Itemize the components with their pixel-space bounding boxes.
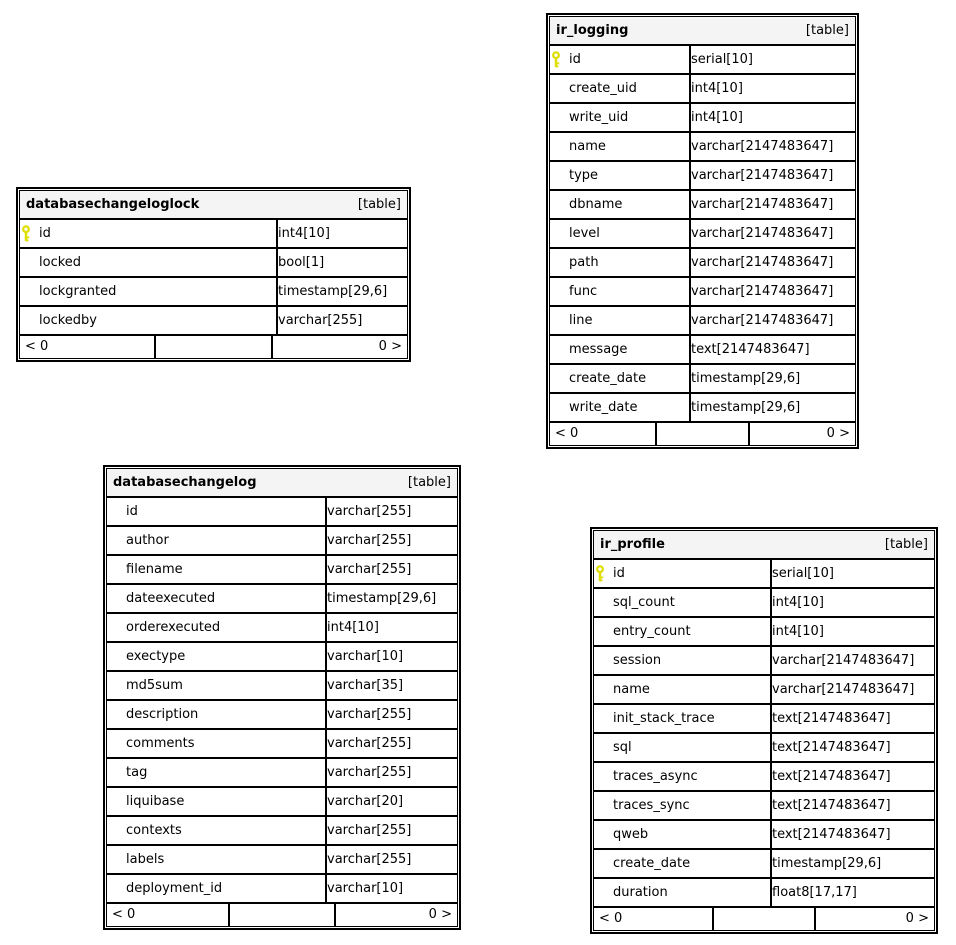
column-name-cell xyxy=(549,103,690,132)
column-row xyxy=(549,103,856,132)
column-type: varchar[2147483647] xyxy=(690,306,856,335)
column-row xyxy=(19,277,408,306)
column-row xyxy=(593,588,935,617)
column-name-cell xyxy=(106,816,326,845)
column-row xyxy=(19,306,408,335)
column-name: level xyxy=(569,226,600,241)
column-type: varchar[255] xyxy=(326,816,458,845)
column-name: sql xyxy=(613,740,632,755)
column-type: serial[10] xyxy=(690,45,856,74)
column-row xyxy=(549,277,856,306)
column-name-cell xyxy=(549,74,690,103)
table-name: databasechangeloglock xyxy=(26,197,200,212)
column-name: create_uid xyxy=(569,81,637,96)
column-name: id xyxy=(39,226,51,241)
footer-spacer xyxy=(229,903,335,927)
column-name-cell xyxy=(106,729,326,758)
table-header xyxy=(19,190,408,219)
table-name: databasechangelog xyxy=(113,475,257,490)
column-name: lockgranted xyxy=(39,284,117,299)
column-name-cell xyxy=(549,248,690,277)
column-row xyxy=(549,161,856,190)
column-type: serial[10] xyxy=(771,559,935,588)
column-name-cell xyxy=(19,248,277,277)
column-name-cell xyxy=(549,219,690,248)
table-type-badge: [table] xyxy=(805,23,849,38)
column-type: int4[10] xyxy=(771,588,935,617)
column-type: timestamp[29,6] xyxy=(690,393,856,422)
column-row xyxy=(593,617,935,646)
column-row xyxy=(593,704,935,733)
column-type: varchar[2147483647] xyxy=(690,219,856,248)
column-row xyxy=(549,393,856,422)
column-type: text[2147483647] xyxy=(771,762,935,791)
column-name: duration xyxy=(613,885,668,900)
footer-parents-count: < 0 xyxy=(593,907,713,931)
column-name-cell xyxy=(106,584,326,613)
columns-table xyxy=(549,45,856,422)
column-name-cell xyxy=(593,762,771,791)
column-row xyxy=(106,497,458,526)
column-type: varchar[2147483647] xyxy=(690,277,856,306)
column-name: name xyxy=(569,139,606,154)
column-name: traces_sync xyxy=(613,798,690,813)
column-row xyxy=(593,791,935,820)
column-name: deployment_id xyxy=(126,881,223,896)
column-name: author xyxy=(126,533,169,548)
column-name: description xyxy=(126,707,199,722)
column-name-cell xyxy=(549,364,690,393)
column-name-cell xyxy=(549,190,690,219)
column-type: text[2147483647] xyxy=(771,733,935,762)
column-name: id xyxy=(126,504,138,519)
footer-parents-count: < 0 xyxy=(106,903,229,927)
column-row xyxy=(106,526,458,555)
column-name: contexts xyxy=(126,823,182,838)
table-type-badge: [table] xyxy=(357,197,401,212)
column-type: varchar[255] xyxy=(326,700,458,729)
column-name: line xyxy=(569,313,593,328)
column-row xyxy=(106,816,458,845)
column-type: varchar[2147483647] xyxy=(690,161,856,190)
column-name: dateexecuted xyxy=(126,591,216,606)
column-row xyxy=(549,306,856,335)
column-name-cell xyxy=(593,704,771,733)
footer-children-count: 0 > xyxy=(272,335,408,359)
column-type: text[2147483647] xyxy=(771,704,935,733)
column-name: write_date xyxy=(569,400,638,415)
column-name: name xyxy=(613,682,650,697)
column-row xyxy=(593,820,935,849)
column-name: type xyxy=(569,168,599,183)
primary-key-icon xyxy=(594,565,613,582)
column-type: varchar[2147483647] xyxy=(771,646,935,675)
column-type: int4[10] xyxy=(771,617,935,646)
column-name: locked xyxy=(39,255,82,270)
column-name-cell xyxy=(106,642,326,671)
column-type: varchar[255] xyxy=(326,758,458,787)
column-row xyxy=(106,874,458,903)
column-row xyxy=(593,878,935,907)
table-footer xyxy=(593,907,935,931)
column-name: orderexecuted xyxy=(126,620,221,635)
column-name: liquibase xyxy=(126,794,185,809)
column-row xyxy=(106,700,458,729)
column-type: varchar[255] xyxy=(326,845,458,874)
column-row xyxy=(106,613,458,642)
column-name-cell xyxy=(549,132,690,161)
column-type: varchar[255] xyxy=(326,555,458,584)
column-row xyxy=(593,762,935,791)
column-name-cell xyxy=(549,161,690,190)
column-name-cell xyxy=(106,874,326,903)
column-name-cell xyxy=(549,277,690,306)
column-type: int4[10] xyxy=(690,74,856,103)
column-row xyxy=(106,555,458,584)
column-name: filename xyxy=(126,562,183,577)
table-name: ir_logging xyxy=(556,23,629,38)
column-type: timestamp[29,6] xyxy=(771,849,935,878)
column-row xyxy=(19,219,408,248)
column-type: int4[10] xyxy=(277,219,408,248)
column-name-cell xyxy=(106,845,326,874)
column-type: varchar[2147483647] xyxy=(690,132,856,161)
column-row xyxy=(106,642,458,671)
column-type: varchar[255] xyxy=(277,306,408,335)
column-type: float8[17,17] xyxy=(771,878,935,907)
column-type: varchar[20] xyxy=(326,787,458,816)
primary-key-icon xyxy=(550,51,569,68)
column-row xyxy=(593,849,935,878)
table-footer xyxy=(19,335,408,359)
column-name: lockedby xyxy=(39,313,97,328)
column-type: varchar[255] xyxy=(326,497,458,526)
column-name-cell xyxy=(593,849,771,878)
column-name: traces_async xyxy=(613,769,698,784)
table-type-badge: [table] xyxy=(884,537,928,552)
column-type: varchar[2147483647] xyxy=(771,675,935,704)
column-row xyxy=(549,219,856,248)
column-name-cell xyxy=(549,335,690,364)
table-header xyxy=(549,16,856,45)
column-type: text[2147483647] xyxy=(771,820,935,849)
table-header xyxy=(106,468,458,497)
column-type: text[2147483647] xyxy=(690,335,856,364)
column-name: sql_count xyxy=(613,595,675,610)
footer-parents-count: < 0 xyxy=(549,422,656,446)
footer-children-count: 0 > xyxy=(335,903,458,927)
column-name-cell xyxy=(593,617,771,646)
column-name-cell xyxy=(549,45,690,74)
column-name-cell xyxy=(593,588,771,617)
footer-children-count: 0 > xyxy=(749,422,856,446)
column-name-cell xyxy=(593,878,771,907)
column-name-cell xyxy=(106,613,326,642)
column-row xyxy=(106,729,458,758)
column-row xyxy=(106,845,458,874)
column-row xyxy=(593,559,935,588)
column-name-cell xyxy=(593,733,771,762)
column-type: bool[1] xyxy=(277,248,408,277)
column-row xyxy=(549,45,856,74)
column-name-cell xyxy=(593,791,771,820)
column-type: varchar[2147483647] xyxy=(690,190,856,219)
columns-table xyxy=(106,497,458,903)
column-row xyxy=(549,132,856,161)
column-row xyxy=(549,190,856,219)
column-name-cell xyxy=(19,277,277,306)
column-name-cell xyxy=(593,559,771,588)
column-name: md5sum xyxy=(126,678,183,693)
table-footer xyxy=(106,903,458,927)
column-type: varchar[2147483647] xyxy=(690,248,856,277)
column-name-cell xyxy=(593,820,771,849)
column-name-cell xyxy=(106,787,326,816)
column-name-cell xyxy=(549,393,690,422)
column-name: tag xyxy=(126,765,148,780)
column-name: exectype xyxy=(126,649,186,664)
column-row xyxy=(106,671,458,700)
column-name: session xyxy=(613,653,662,668)
footer-spacer xyxy=(656,422,748,446)
column-type: timestamp[29,6] xyxy=(690,364,856,393)
column-name-cell xyxy=(106,700,326,729)
column-name-cell xyxy=(106,555,326,584)
column-name: init_stack_trace xyxy=(613,711,715,726)
column-name: qweb xyxy=(613,827,649,842)
column-row xyxy=(106,584,458,613)
column-type: text[2147483647] xyxy=(771,791,935,820)
column-name-cell xyxy=(19,306,277,335)
column-name-cell xyxy=(19,219,277,248)
column-name-cell xyxy=(106,671,326,700)
column-type: int4[10] xyxy=(690,103,856,132)
column-type: varchar[35] xyxy=(326,671,458,700)
column-row xyxy=(593,646,935,675)
table-ir_logging[interactable] xyxy=(546,13,859,449)
column-type: varchar[255] xyxy=(326,729,458,758)
column-row xyxy=(106,758,458,787)
table-footer xyxy=(549,422,856,446)
column-name: comments xyxy=(126,736,195,751)
column-name: message xyxy=(569,342,628,357)
column-row xyxy=(593,675,935,704)
column-name: id xyxy=(613,566,625,581)
footer-parents-count: < 0 xyxy=(19,335,155,359)
column-type: timestamp[29,6] xyxy=(277,277,408,306)
columns-table xyxy=(19,219,408,335)
table-header xyxy=(593,530,935,559)
column-name-cell xyxy=(106,758,326,787)
table-name: ir_profile xyxy=(600,537,665,552)
column-name-cell xyxy=(549,306,690,335)
column-row xyxy=(549,248,856,277)
column-row xyxy=(549,364,856,393)
column-row xyxy=(593,733,935,762)
column-row xyxy=(19,248,408,277)
table-databasechangeloglock[interactable] xyxy=(16,187,411,362)
footer-children-count: 0 > xyxy=(815,907,935,931)
column-name-cell xyxy=(593,646,771,675)
column-name-cell xyxy=(106,526,326,555)
column-name: labels xyxy=(126,852,165,867)
column-name-cell xyxy=(106,497,326,526)
footer-spacer xyxy=(155,335,272,359)
column-type: varchar[10] xyxy=(326,874,458,903)
table-databasechangelog[interactable] xyxy=(103,465,461,930)
column-row xyxy=(549,74,856,103)
column-name: dbname xyxy=(569,197,623,212)
column-row xyxy=(106,787,458,816)
column-name: create_date xyxy=(569,371,647,386)
column-name-cell xyxy=(593,675,771,704)
column-name: func xyxy=(569,284,598,299)
column-type: varchar[255] xyxy=(326,526,458,555)
column-name: write_uid xyxy=(569,110,629,125)
column-name: path xyxy=(569,255,599,270)
column-type: varchar[10] xyxy=(326,642,458,671)
column-type: timestamp[29,6] xyxy=(326,584,458,613)
column-name: entry_count xyxy=(613,624,691,639)
column-name: id xyxy=(569,52,581,67)
table-ir_profile[interactable] xyxy=(590,527,938,934)
primary-key-icon xyxy=(20,225,39,242)
columns-table xyxy=(593,559,935,907)
footer-spacer xyxy=(713,907,816,931)
column-type: int4[10] xyxy=(326,613,458,642)
table-type-badge: [table] xyxy=(407,475,451,490)
column-name: create_date xyxy=(613,856,691,871)
column-row xyxy=(549,335,856,364)
